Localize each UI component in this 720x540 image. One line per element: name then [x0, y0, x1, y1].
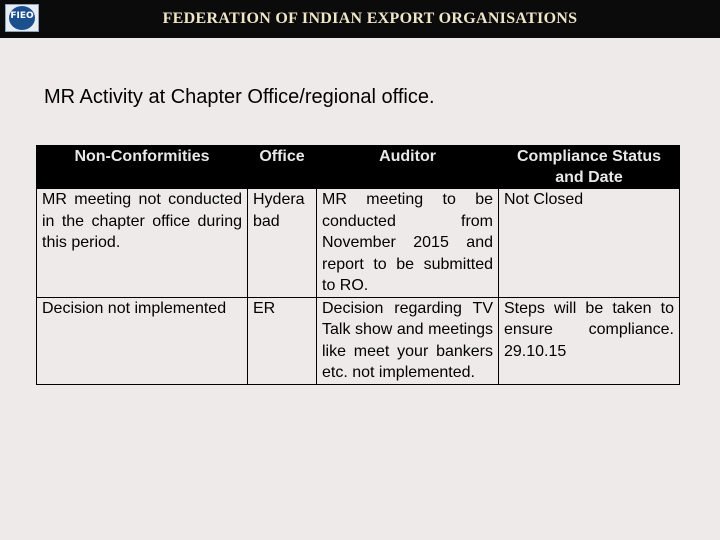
column-header-compliance-status: Compliance Status and Date	[499, 146, 680, 189]
status-cell: Steps will be taken to ensure compliance. 29.10.15	[499, 297, 680, 384]
nonconformity-cell: MR meeting not conducted in the chapter office during this period.	[37, 189, 248, 298]
nonconformity-cell	[37, 297, 248, 384]
column-header-office: Office	[248, 146, 317, 189]
table-row	[37, 297, 680, 384]
table-header-row	[37, 146, 680, 189]
organisation-name: FEDERATION OF INDIAN EXPORT ORGANISATIONS	[162, 10, 578, 27]
nonconformity-table	[36, 145, 680, 385]
status-cell: Not Closed	[499, 189, 680, 298]
office-cell	[248, 189, 317, 298]
auditor-cell: MR meeting to be conducted from November 2015 and report to be submitted to RO.	[317, 189, 499, 298]
logo-text: FIEO	[10, 11, 34, 21]
office-cell: ER	[248, 297, 317, 384]
slide-title: MR Activity at Chapter Office/regional office.	[44, 86, 435, 108]
nonconformity-text: Decision not implemented	[42, 299, 227, 317]
office-text: Hyderabad	[253, 191, 305, 230]
auditor-cell: Decision regarding TV Talk show and meetings like meet your bankers etc. not implemented.	[317, 297, 499, 384]
table-row	[37, 189, 680, 298]
column-header-nonconformities: Non-Conformities	[37, 146, 248, 189]
column-header-auditor: Auditor	[317, 146, 499, 189]
top-banner	[0, 0, 720, 38]
